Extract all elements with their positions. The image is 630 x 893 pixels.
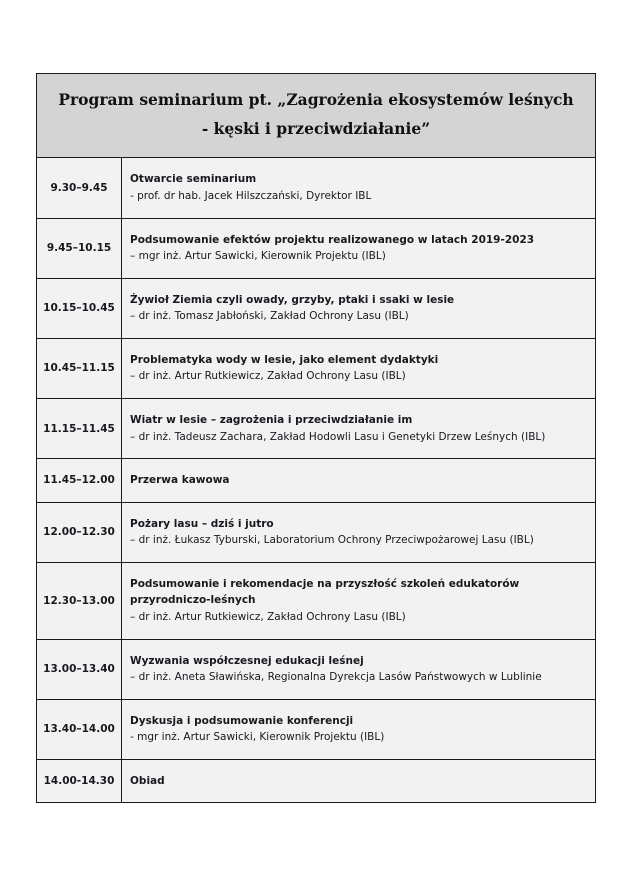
session-speaker: - prof. dr hab. Jacek Hilszczański, Dyrektor IBL [130, 189, 372, 202]
time-cell: 12.30–13.00 [37, 563, 122, 639]
time-cell: 13.40–14.00 [37, 700, 122, 759]
session-cell [122, 760, 595, 803]
table-row [37, 459, 595, 503]
time-cell: 12.00–12.30 [37, 503, 122, 562]
session-speaker: – dr inż. Artur Rutkiewicz, Zakład Ochrony Lasu (IBL) [130, 611, 406, 624]
session-speaker: – dr inż. Łukasz Tyburski, Laboratorium Ochrony Przeciwpożarowej Lasu (IBL) [130, 534, 534, 547]
table-row [37, 563, 595, 640]
session-title: Podsumowanie i rekomendacje na przyszłość szkoleń edukatorów przyrodniczo-leśnych [130, 577, 520, 607]
table-row [37, 279, 595, 339]
session-cell [122, 399, 595, 458]
session-speaker: – dr inż. Tadeusz Zachara, Zakład Hodowli Lasu i Genetyki Drzew Leśnych (IBL) [130, 430, 546, 443]
program-title [37, 74, 595, 158]
session-speaker: – dr inż. Aneta Sławińska, Regionalna Dyrekcja Lasów Państwowych w Lublinie [130, 671, 542, 684]
session-cell [122, 640, 595, 699]
time-cell: 10.45–11.15 [37, 339, 122, 398]
session-title: Dyskusja i podsumowanie konferencji [130, 714, 354, 727]
session-speaker: - mgr inż. Artur Sawicki, Kierownik Projektu (IBL) [130, 731, 385, 744]
session-title: Przerwa kawowa [130, 474, 230, 487]
table-row [37, 503, 595, 563]
session-speaker: – dr inż. Tomasz Jabłoński, Zakład Ochrony Lasu (IBL) [130, 310, 409, 323]
session-speaker: – mgr inż. Artur Sawicki, Kierownik Projektu (IBL) [130, 250, 386, 263]
time-cell: 9.45–10.15 [37, 219, 122, 278]
table-row [37, 760, 595, 803]
session-cell [122, 459, 595, 502]
session-speaker: – dr inż. Artur Rutkiewicz, Zakład Ochrony Lasu (IBL) [130, 370, 406, 383]
time-cell: 9.30–9.45 [37, 158, 122, 217]
table-row [37, 339, 595, 399]
program-table [36, 73, 596, 803]
session-cell [122, 339, 595, 398]
table-row [37, 700, 595, 760]
session-cell [122, 158, 595, 217]
table-row [37, 219, 595, 279]
schedule-body [37, 158, 595, 802]
session-title: Problematyka wody w lesie, jako element dydaktyki [130, 353, 439, 366]
session-cell [122, 503, 595, 562]
session-title: Podsumowanie efektów projektu realizowanego w latach 2019-2023 [130, 233, 535, 246]
table-row [37, 158, 595, 218]
session-title: Pożary lasu – dziś i jutro [130, 517, 274, 530]
session-cell [122, 219, 595, 278]
program-title-line1: Program seminarium pt. „Zagrożenia ekosystemów leśnych [58, 90, 574, 109]
time-cell: 13.00–13.40 [37, 640, 122, 699]
session-title: Wyzwania współczesnej edukacji leśnej [130, 654, 364, 667]
session-title: Otwarcie seminarium [130, 173, 257, 186]
table-row [37, 640, 595, 700]
time-cell: 14.00-14.30 [37, 760, 122, 803]
time-cell: 11.15–11.45 [37, 399, 122, 458]
session-cell [122, 563, 595, 639]
session-cell [122, 700, 595, 759]
session-title: Obiad [130, 774, 165, 787]
time-cell: 10.15–10.45 [37, 279, 122, 338]
session-title: Żywioł Ziemia czyli owady, grzyby, ptaki i ssaki w lesie [130, 293, 455, 306]
time-cell: 11.45–12.00 [37, 459, 122, 502]
session-title: Wiatr w lesie – zagrożenia i przeciwdziałanie im [130, 413, 413, 426]
program-title-line2: - kęski i przeciwdziałanie” [201, 118, 431, 138]
session-cell [122, 279, 595, 338]
table-row [37, 399, 595, 459]
